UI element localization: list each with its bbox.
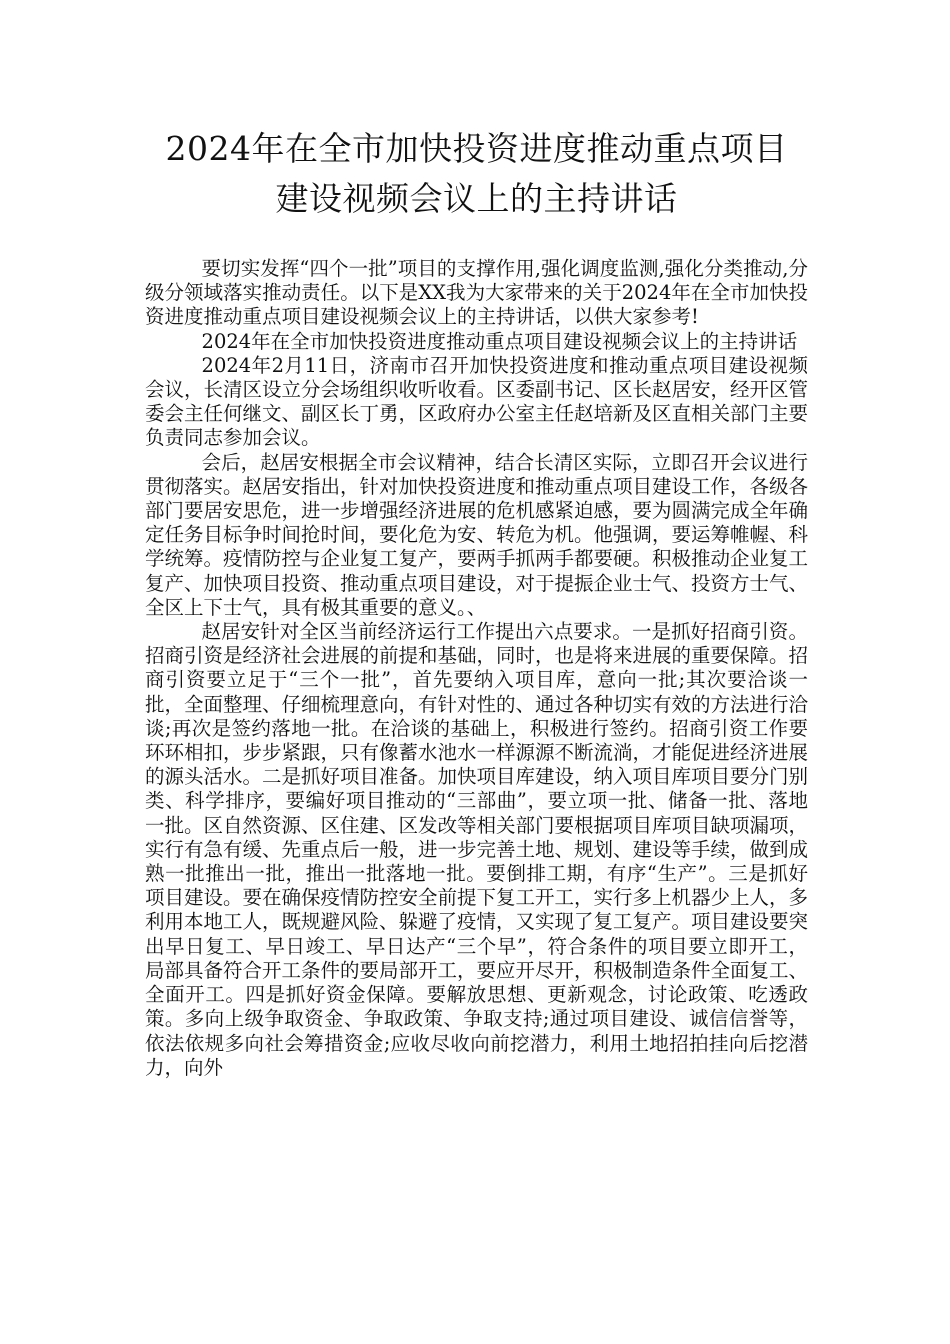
document-title [145, 124, 808, 224]
document-body [145, 257, 808, 1080]
title-line-2: 建设视频会议上的主持讲话 [275, 179, 678, 218]
paragraph-six-requirements: 赵居安针对全区当前经济运行工作提出六点要求。一是抓好招商引资。招商引资是经济社会进展的前提和基础，同时，也是将来进展的重要保障。招商引资要立足于“三个一批”，首先要纳入项目库，意向一批;其次要洽谈一批，全面整理、仔细梳理意向，有针对性的、通过各种切实有效的方法进行洽谈;再次是签约落地一批。在洽谈的基础上，积极进行签约。招商引资工作要环环相扣，步步紧跟，只有像蓄水池水一样源源不断流淌，才能促进经济进展的源头活水。二是抓好项目准备。加快项目库建设，纳入项目库项目要分门别类、科学排序，要编好项目推动的“三部曲”，要立项一批、储备一批、落地一批。区自然资源、区住建、区发改等相关部门要根据项目库项目缺项漏项，实行有急有缓、先重点后一般，进一步完善土地、规划、建设等手续，做到成熟一批推出一批，推出一批落地一批。要倒排工期，有序“生产”。三是抓好项目建设。要在确保疫情防控安全前提下复工开工，实行多上机器少上人，多利用本地工人，既规避风险、躲避了疫情，又实现了复工复产。项目建设要突出早日复工、早日竣工、早日达产“三个早”，符合条件的项目要立即开工，局部具备符合开工条件的要局部开工，要应开尽开，积极制造条件全面复工、全面开工。四是抓好资金保障。要解放思想、更新观念，讨论政策、吃透政策。多向上级争取资金、争取政策、争取支持;通过项目建设、诚信信誉等，依法依规多向社会筹措资金;应收尽收向前挖潜力，利用土地招拍挂向后挖潜力，向外 [145, 620, 809, 1079]
paragraph-after-meeting: 会后，赵居安根据全市会议精神，结合长清区实际，立即召开会议进行贯彻落实。赵居安指出，针对加快投资进度和推动重点项目建设工作，各级各部门要居安思危，进一步增强经济进展的危机感紧迫感，要为圆满完成全年确定任务目标争时间抢时间，要化危为安、转危为机。他强调，要运筹帷幄、科学统筹。疫情防控与企业复工复产，要两手抓两手都要硬。积极推动企业复工复产、加快项目投资、推动重点项目建设，对于提振企业士气、投资方士气、全区上下士气，具有极其重要的意义。、 [145, 450, 809, 619]
paragraph-intro: 要切实发挥“四个一批”项目的支撑作用,强化调度监测,强化分类推动,分级分领域落实推动责任。以下是XX我为大家带来的关于2024年在全市加快投资进度推动重点项目建设视频会议上的主持讲话，以供大家参考! [145, 257, 808, 329]
paragraph-meeting: 2024年2月11日，济南市召开加快投资进度和推动重点项目建设视频会议，长清区设立分会场组织收听收看。区委副书记、区长赵居安，经开区管委会主任何继文、副区长丁勇，区政府办公室主任赵培新及区直相关部门主要负责同志参加会议。 [145, 353, 809, 450]
title-line-1: 2024年在全市加快投资进度推动重点项目 [165, 129, 788, 168]
paragraph-subtitle: 2024年在全市加快投资进度推动重点项目建设视频会议上的主持讲话 [201, 329, 798, 353]
